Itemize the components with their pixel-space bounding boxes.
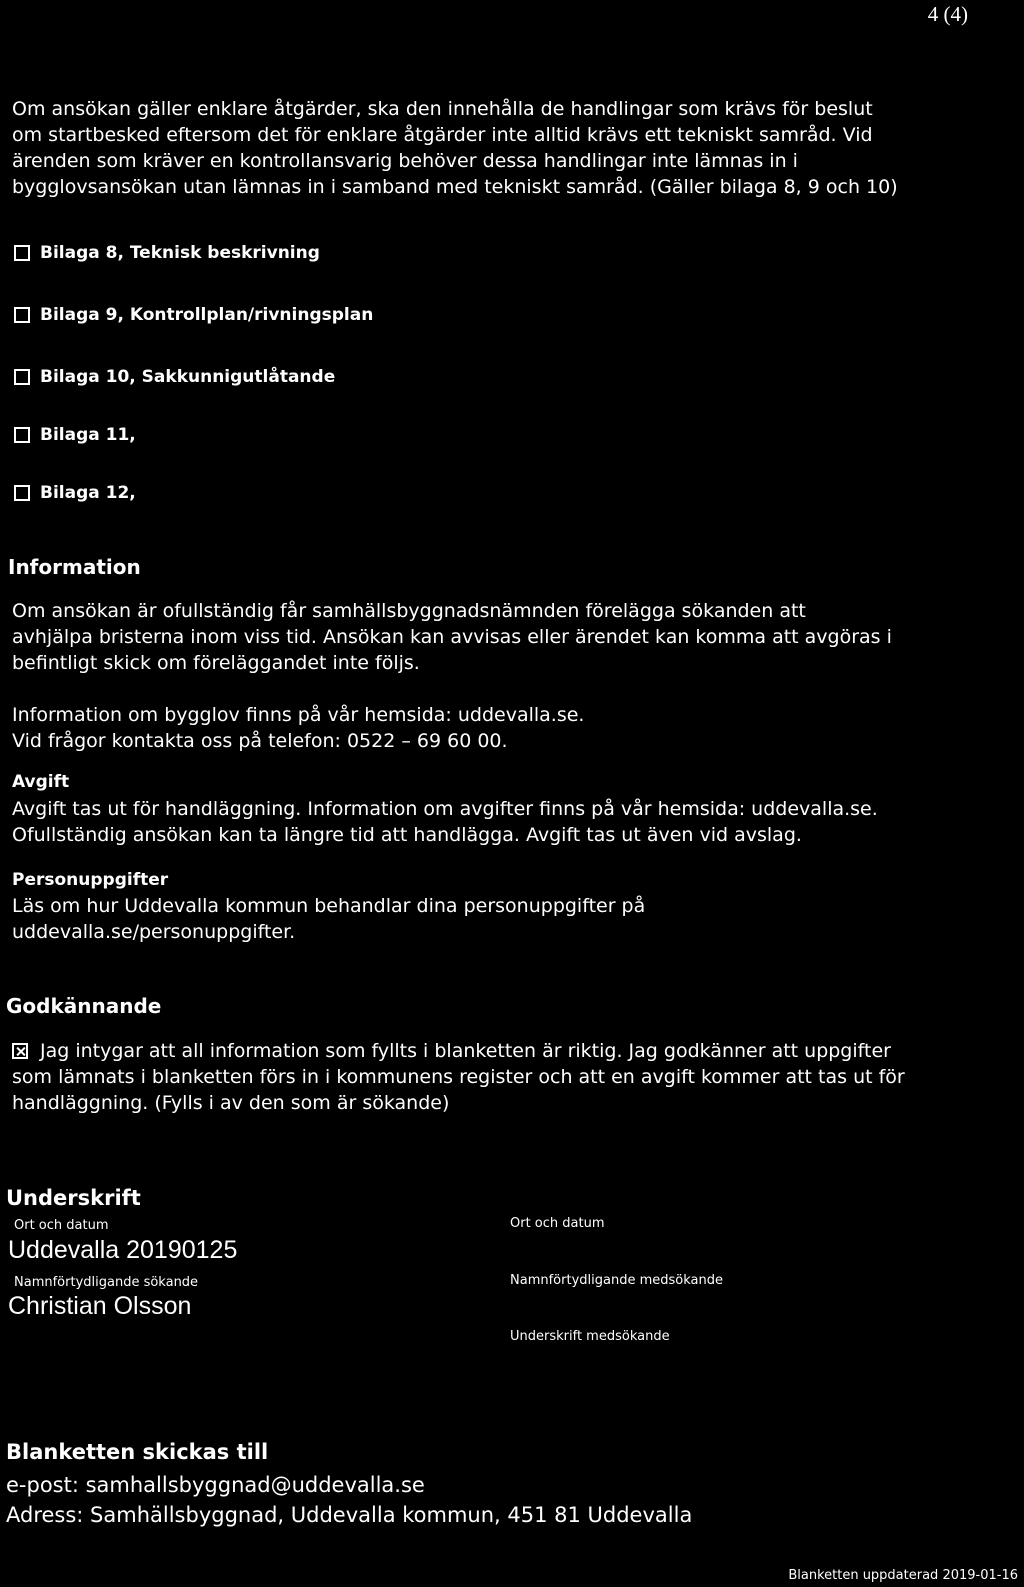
page-number: 4 (4) [927,2,968,26]
intro-line: Om ansökan gäller enklare åtgärder, ska den innehålla de handlingar som krävs för beslut [12,98,873,120]
attachment-bilaga-10[interactable] [14,367,335,387]
contact-line: Vid frågor kontakta oss på telefon: 0522 – 69 60 00. [12,730,508,752]
checkbox[interactable] [14,485,30,501]
avgift-line: Ofullständig ansökan kan ta längre tid att handlägga. Avgift tas ut även vid avslag. [12,824,802,846]
co-namnfortydligande-label: Namnförtydligande medsökande [510,1273,723,1288]
intro-line: ärenden som kräver en kontrollansvarig behöver dessa handlingar inte lämnas in i [12,150,798,172]
checkbox[interactable] [14,307,30,323]
contact-line: Information om bygglov finns på vår hemsida: uddevalla.se. [12,704,585,726]
attachment-bilaga-8[interactable] [14,243,320,263]
underskrift-heading: Underskrift [6,1186,141,1210]
attachment-bilaga-9[interactable] [14,305,373,325]
godkannande-first-line [12,1038,905,1064]
information-line: avhjälpa bristerna inom viss tid. Ansökan kan avvisas eller ärendet kan komma att avgöras i [12,626,892,648]
ort-datum-value[interactable]: Uddevalla 20190125 [8,1236,238,1264]
checkbox[interactable] [14,369,30,385]
attachment-label: Bilaga 11, [40,425,136,445]
checkbox[interactable] [14,427,30,443]
namnfortydligande-value[interactable]: Christian Olsson [8,1292,192,1320]
contact-paragraph [12,702,584,754]
send-to-heading: Blanketten skickas till [6,1440,269,1464]
address-line: Adress: Samhällsbyggnad, Uddevalla kommun, 451 81 Uddevalla [6,1503,693,1527]
information-paragraph [12,598,892,676]
send-to-block [6,1470,692,1530]
checkbox[interactable] [14,245,30,261]
avgift-line: Avgift tas ut för handläggning. Information om avgifter finns på vår hemsida: uddevalla.se. [12,798,878,820]
godkannande-paragraph [12,1038,905,1116]
form-updated-footer: Blanketten uppdaterad 2019-01-16 [788,1568,1018,1583]
information-line: Om ansökan är ofullständig får samhällsbyggnadsnämnden förelägga sökanden att [12,600,806,622]
godkannande-line: som lämnats i blanketten förs in i kommunens register och att en avgift kommer att tas ut för [12,1066,905,1088]
co-ort-datum-label: Ort och datum [510,1216,605,1231]
ort-datum-label: Ort och datum [14,1218,109,1233]
attachment-label: Bilaga 10, Sakkunnigutlåtande [40,367,336,387]
personuppgifter-line: Läs om hur Uddevalla kommun behandlar dina personuppgifter på [12,895,646,917]
attachment-label: Bilaga 8, Teknisk beskrivning [40,243,320,263]
personuppgifter-heading: Personuppgifter [12,870,169,890]
intro-line: om startbesked eftersom det för enklare åtgärder inte alltid krävs ett tekniskt samråd. Vid [12,124,873,146]
attachment-bilaga-12[interactable] [14,483,136,503]
godkannande-heading: Godkännande [6,994,162,1018]
godkannande-line: Jag intygar att all information som fyllts i blanketten är riktig. Jag godkänner att uppgifter [40,1040,891,1062]
namnfortydligande-label: Namnförtydligande sökande [14,1275,199,1290]
avgift-paragraph [12,796,878,848]
intro-paragraph [12,96,898,200]
personuppgifter-line: uddevalla.se/personuppgifter. [12,921,296,943]
personuppgifter-paragraph [12,893,645,945]
attachment-label: Bilaga 12, [40,483,136,503]
avgift-heading: Avgift [12,772,70,792]
information-line: befintligt skick om föreläggandet inte följs. [12,652,420,674]
email-line[interactable]: e-post: samhallsbyggnad@uddevalla.se [6,1473,425,1497]
attachment-bilaga-11[interactable] [14,425,136,445]
attachment-label: Bilaga 9, Kontrollplan/rivningsplan [40,305,374,325]
information-heading: Information [8,555,141,579]
co-underskrift-label: Underskrift medsökande [510,1329,670,1344]
intro-line: bygglovsansökan utan lämnas in i samband med tekniskt samråd. (Gäller bilaga 8, 9 och 10) [12,176,898,198]
godkannande-line: handläggning. (Fylls i av den som är sökande) [12,1092,450,1114]
approval-checkbox[interactable] [12,1043,28,1059]
